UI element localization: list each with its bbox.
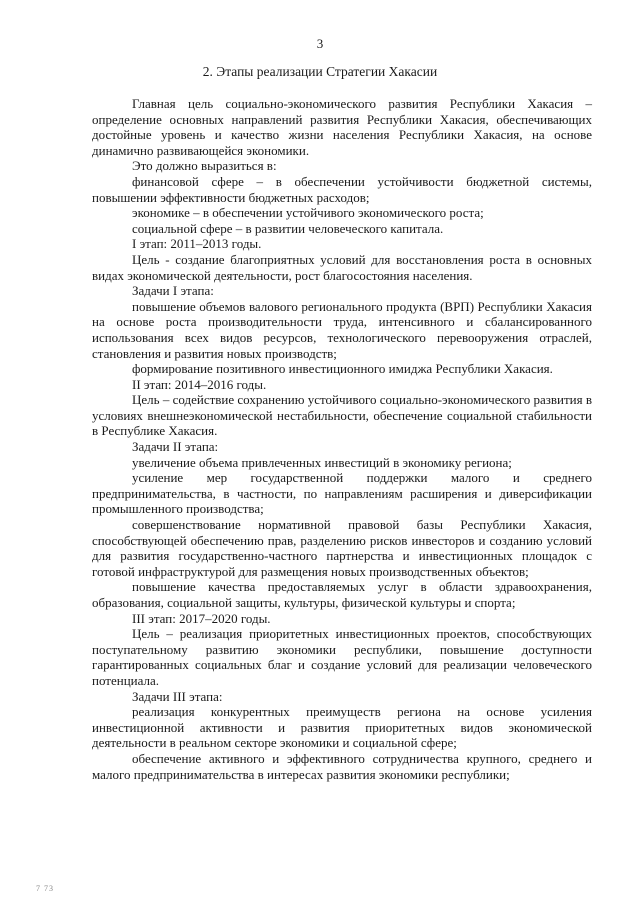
stage-2-heading: II этап: 2014–2016 годы. xyxy=(132,376,267,392)
paragraph: повышение объемов валового регионального продукта (ВРП) Республики Хакасия на основе роста производительности труда, интенсивного и сбалансированного использования всех видов ресурсов, технологического перевооружения отраслей, становления и развития новых производств; xyxy=(92,298,592,361)
body-text xyxy=(92,96,592,782)
stage-1-goal: Цель - создание благоприятных условий для восстановления роста в основных видах экономической деятельности, рост благосостояния населения. xyxy=(92,251,592,283)
paragraph-main-goal: Главная цель социально-экономического развития Республики Хакасия – определение основных направлений развития Республики Хакасия, обеспечивающих достойные уровень и качество жизни населения Республики Хакасия, на основе динамично развивающейся экономики. xyxy=(92,96,592,158)
stage-1-tasks-heading: Задачи I этапа: xyxy=(132,283,214,299)
paragraph: формирование позитивного инвестиционного имиджа Республики Хакасия. xyxy=(132,361,553,377)
paragraph: реализация конкурентных преимуществ региона на основе усиления инвестиционной активности и развития приоритетных видов экономической деятельности в реальном секторе экономики и социальной сфере; xyxy=(92,704,592,751)
page-number: 3 xyxy=(316,36,324,51)
stage-2-tasks-heading: Задачи II этапа: xyxy=(132,439,219,455)
paragraph: повышение качества предоставляемых услуг в области здравоохранения, образования, социальной защиты, культуры, физической культуры и спорта; xyxy=(92,579,592,610)
stage-3-tasks-heading: Задачи III этапа: xyxy=(132,688,223,704)
section-heading: 2. Этапы реализации Стратегии Хакасии xyxy=(202,64,438,79)
stage-1-heading: I этап: 2011–2013 годы. xyxy=(132,236,262,252)
paragraph: финансовой сфере – в обеспечении устойчивости бюджетной системы, повышении эффективности бюджетных расходов; xyxy=(92,173,592,205)
paragraph: обеспечение активного и эффективного сотрудничества крупного, среднего и малого предпринимательства в интересах развития экономики республики; xyxy=(92,750,592,782)
paragraph: Это должно выразиться в: xyxy=(132,158,277,174)
paragraph: экономике – в обеспечении устойчивого экономического роста; xyxy=(132,205,484,221)
stage-2-goal: Цель – содействие сохранению устойчивого социально-экономического развития в условиях внешнеэкономической нестабильности, обеспечение социальной стабильности в Республике Хакасия. xyxy=(92,392,592,439)
paragraph: совершенствование нормативной правовой базы Республики Хакасия, способствующей обеспечению прав, разделению рисков инвесторов и созданию условий для развития государственно-частного партнерства и инвестиционных площадок с готовой инфраструктурой для размещения новых производственных объектов; xyxy=(92,517,592,579)
footer-mark: 7 73 xyxy=(36,884,54,893)
paragraph: социальной сфере – в развитии человеческого капитала. xyxy=(132,220,444,236)
stage-3-heading: III этап: 2017–2020 годы. xyxy=(132,610,271,626)
paragraph: усиление мер государственной поддержки малого и среднего предпринимательства, в частности, по направлениям расширения и диверсификации промышленного производства; xyxy=(92,470,592,517)
stage-3-goal: Цель – реализация приоритетных инвестиционных проектов, способствующих поступательному развитию экономики республики, повышение доступности гарантированных социальных благ и создание условий для реализации человеческого потенциала. xyxy=(92,626,592,688)
paragraph: увеличение объема привлеченных инвестиций в экономику региона; xyxy=(132,454,512,470)
